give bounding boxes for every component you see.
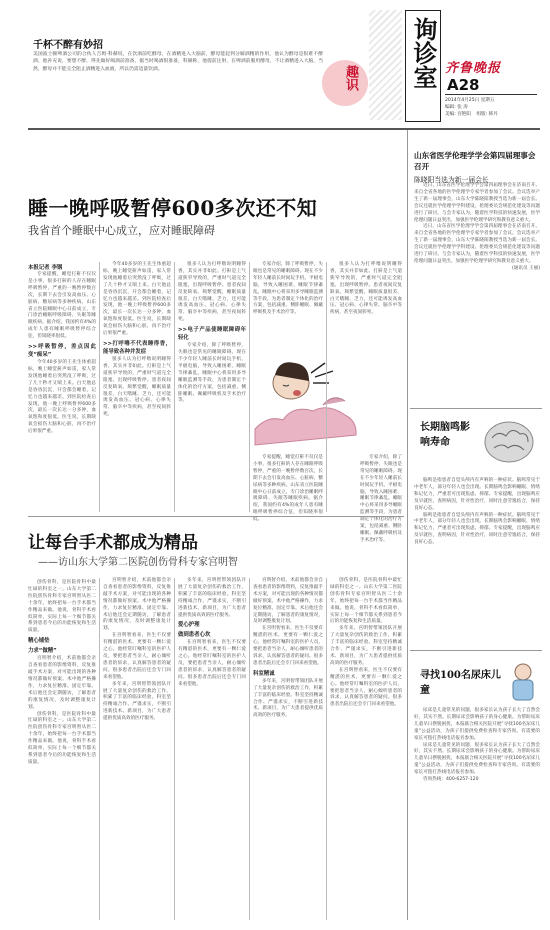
brain-body [414, 478, 540, 643]
bottom-text: 尿床是儿童常见的问题，很多家长认为孩子长大了自然会好，其实不然。长期尿床会影响孩子的身心健康。为帮助尿床儿童早日摆脱困扰，本报联合相关医院开展“寻找100名尿床儿童”公益活动，为孩子们提供免费检查和专家咨询。有需要的家长可拨打热线电话报名参加。 [414, 708, 540, 741]
headline-sec-3-sub: >>打呼噜不代表睡得香，能导致各种并发症 [103, 340, 171, 355]
tidbit-title: 千杯不醉有妙招 [33, 40, 103, 51]
child-illustration-svg [505, 660, 541, 704]
brain-title: 长期脑鸣影响寿命 [420, 422, 470, 448]
headline-sec-4-body: 专家介绍，除了呼吸暂停，失眠也是常见的睡眠障碍。现在不少年轻人睡前长时间玩手机、平板电脑，导致入睡困难、睡眠节律紊乱。睡眠中心将采用多导睡眠监测等手段，为患者制定个体化的治疗方案，包括减重、侧卧睡眠、佩戴呼吸机及手术治疗等。 [178, 343, 246, 404]
sidebar-divider [407, 130, 408, 920]
col-divider-1 [99, 262, 100, 512]
side-news-text-2: 近日，山东省医学伦理学学会第四届理事会在济南召开。来自全省各地的医学伦理学专家学者参加了会议。会议选举产生了新一届理事会，山东大学陈晓阳教授当选为新一届会长。会议还就医学伦理学学科建设、伦理委员会规范化建设等问题进行了研讨。与会专家认为，随着医学科技的快速发展，医学伦理问题日益突出，加强医学伦理学研究和教育意义重大。 [414, 224, 540, 264]
headline-sec-2-cont: 今年40多岁的王先生体重超标，晚上睡觉鼾声如雷，家人常发现他睡着后突然没了呼吸，过了几十秒才又喘上来。白天他总是昏昏沉沉，开会都会睡着，记忆力也越来越差。到医院检查后发现，他一晚上呼吸暂停600多次，最长一次长达一分多钟，血氧饱和度很低。医生说，长期缺氧会损伤大脑和心脏，再不治疗后果很严重。 [103, 262, 171, 337]
bottom-hotline: 咨询热线：400-6257-120 [423, 777, 479, 783]
col-divider-3 [249, 262, 250, 512]
feature-sub-3: 爱心护理 [178, 622, 200, 629]
feature-col-5 [330, 578, 402, 920]
section-title: 询诊室 [409, 17, 438, 89]
feature-col-divider-3 [249, 578, 250, 920]
feature-col-4 [253, 578, 323, 920]
headline-sec-3-extra: 很多人认为打呼噜说明睡得香，其实并非如此。打鼾是上气道狭窄导致的，严重时气道完全阻塞，出现呼吸暂停。患者夜间反复缺氧、频繁觉醒，睡眠质量很差，白天嗜睡、乏力，还可能诱发高血压、冠心病、心律失常、脑卒中等疾病，甚至夜间猝死。 [330, 262, 402, 316]
byline: 本报记者 李钢 [28, 265, 63, 271]
proof: 组版: 韩丹 [476, 112, 498, 117]
headline-col-4 [253, 262, 323, 342]
child-illustration [505, 660, 541, 704]
headline-sec-4-extra: 专家介绍，除了呼吸暂停，失眠也是常见的睡眠障碍。现在不少年轻人睡前长时间玩手机、平板电脑，导致入睡困难、睡眠节律紊乱。睡眠中心将采用多导睡眠监测等手段，为患者制定个体化的治疗方案，包括减重、侧卧睡眠、佩戴呼吸机及手术治疗等。 [360, 455, 402, 543]
feature-body-4d: 多年来，宫明智带领团队开展了大量复杂创伤的救治工作，积累了丰富的临床经验。科室坚持精诚合作、严谨求实，不断引进新技术、新项目，为广大患者提供优质高效的医疗服务。 [330, 626, 402, 666]
badge-stripes [369, 10, 402, 120]
side-divider-2 [410, 650, 542, 651]
feature-body-3c: 在宫明智看来，医生不仅要有精湛的医术，更要有一颗仁爱之心。他经常叮嘱科室的医护人员，要把患者当亲人，耐心倾听患者的诉求，认真解答患者的疑问。很多患者出院后还会专门回来看望他。 [253, 626, 323, 666]
headline-sec-2-sub: >>呼吸暂停，差点因此变“痴呆” [28, 344, 96, 359]
paper-name: 齐鲁晚报 [445, 61, 502, 76]
headline-sec-4-sub: >>电子产品使睡眠障碍年轻化 [178, 327, 246, 342]
feature-body-3d: 在宫明智看来，医生不仅要有精湛的医术，更要有一颗仁爱之心。他经常叮嘱科室的医护人员，要把患者当亲人，耐心倾听患者的诉求，认真解答患者的疑问。很多患者出院后还会专门回来看望他。 [330, 667, 402, 708]
feature-col-divider-4 [326, 578, 327, 920]
category-badge-label: 趣识 [343, 65, 358, 91]
headline-col-4b [253, 455, 323, 523]
feature-divider [28, 516, 404, 517]
side-news-body [414, 183, 540, 398]
bottom-body [414, 708, 540, 918]
headline-col-3 [178, 262, 246, 510]
bottom-title: 寻找100名尿床儿童 [420, 670, 501, 696]
feature-body-3b: 在宫明智看来，医生不仅要有精湛的医术，更要有一颗仁爱之心。他经常叮嘱科室的医护人员，要把患者当亲人，耐心倾听患者的诉求，认真解答患者的疑问。很多患者出院后还会专门回来看望他。 [178, 640, 246, 687]
feature-body-3: 在宫明智看来，医生不仅要有精湛的医术，更要有一颗仁爱之心。他经常叮嘱科室的医护人员，要把患者当亲人，耐心倾听患者的诉求，认真解答患者的疑问。很多患者出院后还会专门回来看望他。 [103, 633, 171, 680]
feature-col-divider-2 [174, 578, 175, 920]
side-divider-1 [410, 408, 542, 409]
side-news-title: 山东省医学伦理学学会第四届理事会召开 [414, 151, 536, 171]
feature-body-2: 宫明智介绍，术前他都会亲自查看患者的影像资料，反复推敲手术方案，对可能出现的各种情况都做好预案。术中他严格操作，力求复位精准、固定牢靠。术后他还会定期随访，了解患者的康复情况，及时调整康复计划。 [28, 656, 96, 710]
sleep-illustration [253, 345, 358, 455]
headline-sec-1-cont: 专家提醒，睡觉打鼾不仅仅是小事，很多打鼾的人存在睡眠呼吸暂停，严重的一晚暂停数百次，长期下去会引发高血压、心脏病、糖尿病等多种疾病。山东省立医院睡眠中心日前成立，专门诊治睡眠呼吸障碍、失眠等睡眠疾病。据介绍，我国约有4%的成年人患有睡眠呼吸暂停综合征，但知晓率很低。 [253, 455, 323, 523]
issue-date: 2014年4月25日 星期五 [445, 98, 495, 103]
feature-sub-2: 力求“做精” [28, 648, 57, 655]
feature-body-4c: 多年来，宫明智带领团队开展了大量复杂创伤的救治工作，积累了丰富的临床经验。科室坚持精诚合作、严谨求实，不断引进新技术、新项目，为广大患者提供优质高效的医疗服务。 [253, 678, 323, 719]
designer: 美编: 宫艳阳 [445, 112, 471, 117]
side-news-text: 近日，山东省医学伦理学学会第四届理事会在济南召开。来自全省各地的医学伦理学专家学者参加了会议。会议选举产生了新一届理事会，山东大学陈晓阳教授当选为新一届会长。会议还就医学伦理学学科建设、伦理委员会规范化建设等问题进行了研讨。与会专家认为，随着医学科技的快速发展，医学伦理问题日益突出，加强医学伦理学研究和教育意义重大。 [414, 183, 540, 223]
feature-col-2 [103, 578, 171, 920]
headline-sec-2-body: 今年40多岁的王先生体重超标，晚上睡觉鼾声如雷，家人常发现他睡着后突然没了呼吸，过了几十秒才又喘上来。白天他总是昏昏沉沉，开会都会睡着，记忆力也越来越差。到医院检查后发现，他一晚上呼吸暂停600多次，最长一次长达一分多钟，血氧饱和度很低。医生说，长期缺氧会损伤大脑和心脏，再不治疗后果很严重。 [28, 360, 96, 435]
feature-body-1c: 创伤骨科，是医院骨科中最忙碌的科室之一。山东大学第二医院创伤骨科专家宫明智从医二十余年，始终把每一台手术都当作精品来做。他说，骨科手术看似简单，实际上每一个细节都关系到患者今后的功能恢复和生活质量。 [330, 578, 402, 625]
feature-col-divider-1 [99, 578, 100, 920]
headline-subtitle: 我省首个睡眠中心成立，应对睡眠障碍 [28, 224, 215, 237]
bottom-text-2: 尿床是儿童常见的问题，很多家长认为孩子长大了自然会好，其实不然。长期尿床会影响孩子的身心健康。为帮助尿床儿童早日摆脱困扰，本报联合相关医院开展“寻找100名尿床儿童”公益活动，为孩子们提供免费检查和专家咨询。有需要的家长可拨打热线电话报名参加。 [414, 742, 540, 776]
side-news-source: (通讯员 王丽) [511, 265, 540, 271]
brain-text: 脑鸣是指患者自觉头颅内有声响的一种症状。脑鸣常见于中老年人，部分年轻人也会出现。长期脑鸣会影响睡眠、情绪和记忆力，严重者可出现焦虑、抑郁。专家提醒，出现脑鸣应及早就医，查明病因，针对性治疗，同时注意劳逸结合，保持良好心态。 [414, 478, 540, 511]
feature-sub-4: 做到患者心坎 [178, 632, 211, 639]
headline-sec-3-body: 很多人认为打呼噜说明睡得香，其实并非如此。打鼾是上气道狭窄导致的，严重时气道完全阻塞，出现呼吸暂停。患者夜间反复缺氧、频繁觉醒，睡眠质量很差，白天嗜睡、乏力，还可能诱发高血压、冠心病、心律失常、脑卒中等疾病，甚至夜间猝死。 [103, 356, 171, 418]
feature-col-3 [178, 578, 246, 920]
masthead-section-box [405, 10, 441, 122]
feature-body-1: 创伤骨科，是医院骨科中最忙碌的科室之一。山东大学第二医院创伤骨科专家宫明智从医二十余年，始终把每一台手术都当作精品来做。他说，骨科手术看似简单，实际上每一个细节都关系到患者今后的功能恢复和生活质量。 [28, 580, 96, 634]
headline-title: 睡一晚呼吸暂停600多次还不知 [28, 196, 318, 220]
brain-illustration [478, 412, 540, 468]
headline-col-5b [360, 455, 402, 543]
feature-sub-1: 精心铺垫 [28, 638, 50, 645]
editor-line [445, 104, 468, 110]
top-divider [28, 128, 540, 130]
editor: 编辑: 张 涛 [445, 105, 468, 110]
col-divider-4 [326, 262, 327, 512]
headline-col-2 [103, 262, 171, 510]
feature-body-2b: 宫明智介绍，术前他都会亲自查看患者的影像资料，反复推敲手术方案，对可能出现的各种情况都做好预案。术中他严格操作，力求复位精准、固定牢靠。术后他还会定期随访，了解患者的康复情况，及时调整康复计划。 [103, 578, 171, 632]
brain-illustration-svg [478, 412, 540, 468]
headline-sec-3-cont: 很多人认为打呼噜说明睡得香，其实并非如此。打鼾是上气道狭窄导致的，严重时气道完全阻塞，出现呼吸暂停。患者夜间反复缺氧、频繁觉醒，睡眠质量很差，白天嗜睡、乏力，还可能诱发高血压、冠心病、心律失常、脑卒中等疾病，甚至夜间猝死。 [178, 262, 246, 323]
tidbit-body: 美国波士顿啤酒公司的合伙人吉姆·科赫说，在饮酒前吃酵母，在酒精进入大脑前，酵母能起到分解酒精的作用，他认为酵母是很难不醉酒、他补充说，要想不醉，得先做好喝酒前准备，据当时喝酒很准备，科赫称，他提前注射，在啤酒前服用酵母，不让酒精进入大脑，当然，酵母并不能完全阻止酒精进入血液，所以仍需适量饮酒。 [33, 52, 323, 72]
sleep-illustration-svg [253, 345, 358, 455]
brain-text-2: 脑鸣是指患者自觉头颅内有声响的一种症状。脑鸣常见于中老年人，部分年轻人也会出现。长期脑鸣会影响睡眠、情绪和记忆力，严重者可出现焦虑、抑郁。专家提醒，出现脑鸣应及早就医，查明病因，针对性治疗，同时注意劳逸结合，保持良好心态。 [414, 512, 540, 546]
page-number: A28 [447, 76, 480, 94]
headline-sec-1-body: 专家提醒，睡觉打鼾不仅仅是小事，很多打鼾的人存在睡眠呼吸暂停，严重的一晚暂停数百次，长期下去会引发高血压、心脏病、糖尿病等多种疾病。山东省立医院睡眠中心日前成立，专门诊治睡眠呼吸障碍、失眠等睡眠疾病。据介绍，我国约有4%的成年人患有睡眠呼吸暂停综合征，但知晓率很低。 [28, 272, 96, 340]
feature-body-1b: 创伤骨科，是医院骨科中最忙碌的科室之一。山东大学第二医院创伤骨科专家宫明智从医二十余年，始终把每一台手术都当作精品来做。他说，骨科手术看似简单，实际上每一个细节都关系到患者今后的功能恢复和生活质量。 [28, 711, 96, 765]
feature-title: 让每台手术都成为精品 [28, 533, 198, 553]
col-divider-2 [174, 262, 175, 512]
feature-body-2c: 宫明智介绍，术前他都会亲自查看患者的影像资料，反复推敲手术方案，对可能出现的各种情况都做好预案。术中他严格操作，力求复位精准、固定牢靠。术后他还会定期随访，了解患者的康复情况，及时调整康复计划。 [253, 578, 323, 625]
headline-col-1 [28, 272, 96, 510]
side-news-subtitle: 陈晓阳当选为新一届会长 [414, 176, 489, 184]
designer-line [445, 111, 498, 117]
headline-sec-4-cont: 专家介绍，除了呼吸暂停，失眠也是常见的睡眠障碍。现在不少年轻人睡前长时间玩手机、平板电脑，导致入睡困难、睡眠节律紊乱。睡眠中心将采用多导睡眠监测等手段，为患者制定个体化的治疗方案，包括减重、侧卧睡眠、佩戴呼吸机及手术治疗等。 [253, 262, 323, 316]
feature-sub-5: 科室精诚 [253, 670, 275, 677]
masthead-rule [445, 94, 537, 95]
feature-subtitle: ——访山东大学第二医院创伤骨科专家宫明智 [38, 557, 238, 568]
headline-col-5 [330, 262, 402, 342]
feature-body-4b: 多年来，宫明智带领团队开展了大量复杂创伤的救治工作，积累了丰富的临床经验。科室坚持精诚合作、严谨求实，不断引进新技术、新项目，为广大患者提供优质高效的医疗服务。 [178, 578, 246, 618]
feature-body-4: 多年来，宫明智带领团队开展了大量复杂创伤的救治工作，积累了丰富的临床经验。科室坚持精诚合作、严谨求实，不断引进新技术、新项目，为广大患者提供优质高效的医疗服务。 [103, 681, 171, 722]
feature-col-1 [28, 580, 96, 920]
